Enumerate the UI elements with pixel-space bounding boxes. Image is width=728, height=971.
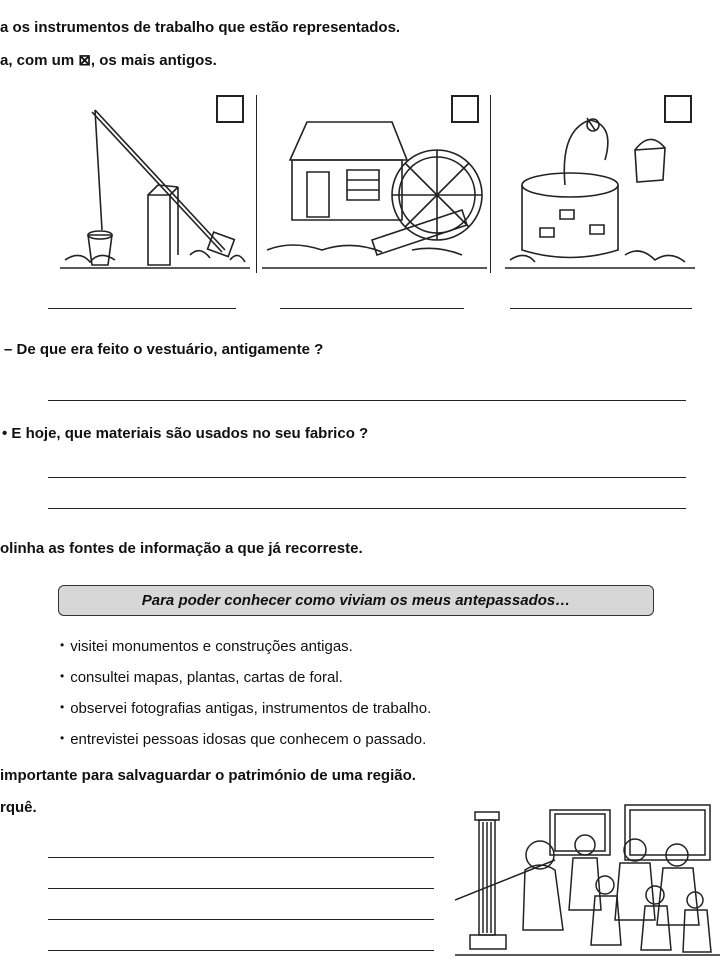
question-clothing-past: – De que era feito o vestuário, antigamente ? [4, 341, 324, 358]
sources-banner-text: Para poder conhecer como viviam os meus antepassados… [141, 592, 571, 609]
sources-banner [58, 585, 654, 616]
water-mill-icon [262, 100, 487, 275]
option-maps[interactable]: • consultei mapas, plantas, cartas de foral. [60, 669, 343, 686]
answer-line-f1[interactable] [48, 857, 434, 858]
option-interviews[interactable]: • entrevistei pessoas idosas que conhecem o passado. [60, 731, 427, 748]
question-clothing-today: • E hoje, que materiais são usados no seu fabrico ? [2, 425, 369, 442]
answer-line-f4[interactable] [48, 950, 434, 951]
answer-line-f3[interactable] [48, 919, 434, 920]
option-label: visitei monumentos e construções antigas. [70, 638, 353, 655]
option-monuments[interactable]: • visitei monumentos e construções antigas. [60, 638, 353, 655]
option-photos[interactable]: • observei fotografias antigas, instrumentos de trabalho. [60, 700, 432, 717]
answer-line-3[interactable] [510, 308, 692, 309]
option-label: consultei mapas, plantas, cartas de foral. [70, 669, 343, 686]
answer-line-2[interactable] [280, 308, 464, 309]
instruction-line-1: a os instrumentos de trabalho que estão representados. [0, 19, 401, 36]
option-label: observei fotografias antigas, instrumentos de trabalho. [70, 700, 432, 717]
museum-visit-icon [455, 800, 720, 965]
well-crank-icon [505, 100, 695, 275]
answer-line-q2b[interactable] [48, 508, 686, 509]
divider-1 [256, 95, 257, 273]
heritage-question-line-2: rquê. [0, 799, 37, 816]
answer-line-q2a[interactable] [48, 477, 686, 478]
well-sweep-icon [60, 100, 250, 275]
answer-line-1[interactable] [48, 308, 236, 309]
instruction-line-2: a, com um ⊠, os mais antigos. [0, 52, 217, 69]
answer-line-f2[interactable] [48, 888, 434, 889]
heritage-question-line-1: importante para salvaguardar o património de uma região. [0, 767, 416, 784]
answer-line-q1[interactable] [48, 400, 686, 401]
option-label: entrevistei pessoas idosas que conhecem o passado. [70, 731, 427, 748]
question-information-sources: olinha as fontes de informação a que já recorreste. [0, 540, 363, 557]
divider-2 [490, 95, 491, 273]
